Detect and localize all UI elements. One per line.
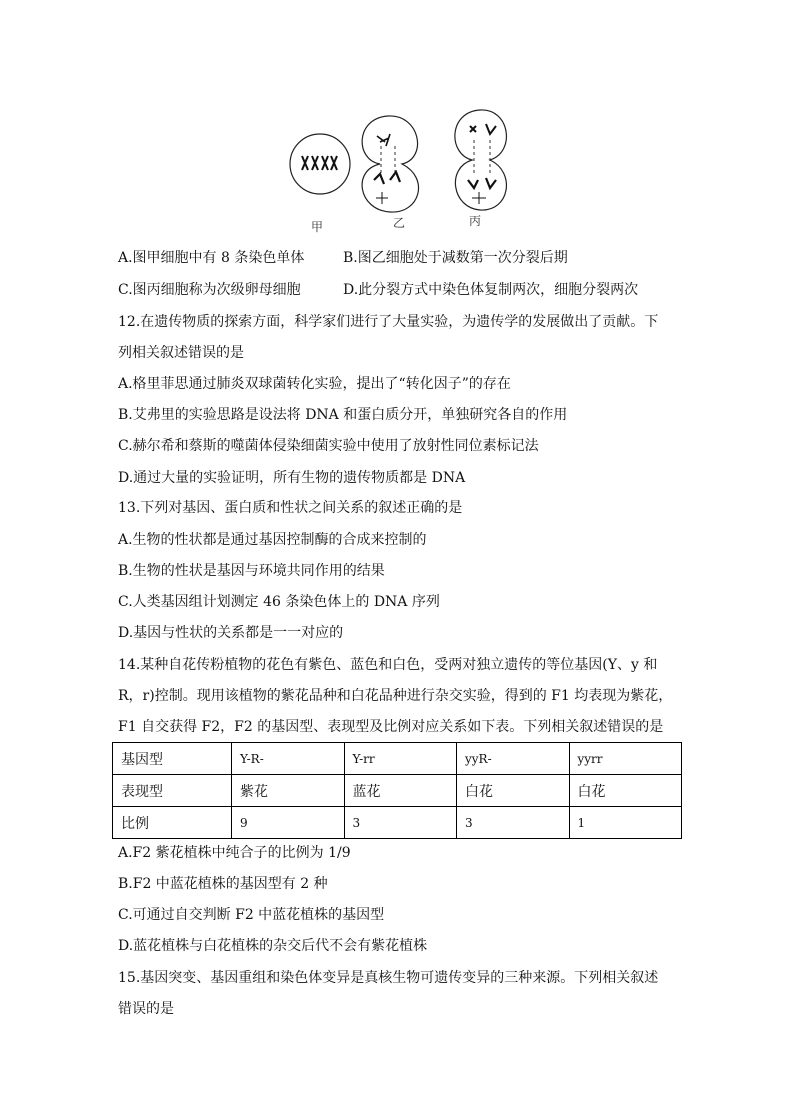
q11-option-a: A.图甲细胞中有 8 条染色单体: [118, 250, 305, 266]
table-cell: 3: [344, 807, 457, 839]
q13-stem: 13.下列对基因、蛋白质和性状之间关系的叙述正确的是: [118, 500, 463, 516]
table-row: [113, 743, 682, 775]
table-cell: 1: [569, 807, 682, 839]
table-row: [113, 775, 682, 807]
table-cell: 9: [232, 807, 345, 839]
q12-option-b: B.艾弗里的实验思路是设法将 DNA 和蛋白质分开，单独研究各自的作用: [118, 407, 568, 423]
q15-stem-line2: 错误的是: [118, 1001, 174, 1017]
q13-option-d: D.基因与性状的关系都是一一对应的: [118, 625, 344, 641]
q13-option-c: C.人类基因组计划测定 46 条染色体上的 DNA 序列: [118, 594, 440, 610]
table-row: [113, 807, 682, 839]
figure-label-yi: 乙: [393, 216, 406, 230]
figure-label-bing: 丙: [469, 214, 482, 228]
table-cell: 白花: [457, 775, 570, 807]
q11-option-d: D.此分裂方式中染色体复制两次，细胞分裂两次: [343, 282, 639, 298]
table-cell: yyR-: [457, 743, 570, 775]
table-cell: 紫花: [232, 775, 345, 807]
q12-option-d: D.通过大量的实验证明，所有生物的遗传物质都是 DNA: [118, 470, 466, 486]
q12-stem-line1: 12.在遗传物质的探索方面，科学家们进行了大量实验，为遗传学的发展做出了贡献。下: [118, 314, 659, 330]
q13-option-a: A.生物的性状都是通过基因控制酶的合成来控制的: [118, 532, 427, 548]
q13-option-b: B.生物的性状是基因与环境共同作用的结果: [118, 563, 385, 579]
q12-option-a: A.格里菲思通过肺炎双球菌转化实验，提出了“转化因子”的存在: [118, 376, 511, 392]
q14-stem-line2: R，r)控制。现用该植物的紫花品种和白花品种进行杂交实验，得到的 F1 均表现为紫花，: [118, 688, 673, 704]
table-cell: 蓝花: [344, 775, 457, 807]
q14-option-d: D.蓝花植株与白花植株的杂交后代不会有紫花植株: [118, 938, 428, 954]
cell-jia: [290, 134, 350, 194]
cell-bing: [455, 110, 507, 210]
row-label-phenotype: 表现型: [113, 775, 232, 807]
q15-stem-line1: 15.基因突变、基因重组和染色体变异是真核生物可遗传变异的三种来源。下列相关叙述: [118, 970, 659, 986]
table-cell: 白花: [569, 775, 682, 807]
table-cell: Y-R-: [232, 743, 345, 775]
q12-option-c: C.赫尔希和蔡斯的噬菌体侵染细菌实验中使用了放射性同位素标记法: [118, 438, 539, 454]
cell-division-figure: [280, 98, 540, 238]
q14-option-c: C.可通过自交判断 F2 中蓝花植株的基因型: [118, 907, 385, 923]
q14-stem-line1: 14.某种自花传粉植物的花色有紫色、蓝色和白色，受两对独立遗传的等位基因(Y、y 和: [118, 657, 658, 673]
table-cell: 3: [457, 807, 570, 839]
cell-yi: [362, 116, 418, 212]
genotype-table: [112, 742, 682, 839]
q14-option-b: B.F2 中蓝花植株的基因型有 2 种: [118, 876, 328, 892]
q11-option-c: C.图丙细胞称为次级卵母细胞: [118, 282, 301, 298]
table-cell: Y-rr: [344, 743, 457, 775]
figure-label-jia: 甲: [311, 220, 324, 234]
q14-stem-line3: F1 自交获得 F2，F2 的基因型、表现型及比例对应关系如下表。下列相关叙述错误的是: [118, 719, 664, 735]
q12-stem-line2: 列相关叙述错误的是: [118, 345, 244, 361]
table-cell: yyrr: [569, 743, 682, 775]
cell-diagrams: [280, 98, 540, 238]
row-label-genotype: 基因型: [113, 743, 232, 775]
q11-option-b: B.图乙细胞处于减数第一次分裂后期: [343, 250, 568, 266]
row-label-ratio: 比例: [113, 807, 232, 839]
q14-option-a: A.F2 紫花植株中纯合子的比例为 1/9: [118, 845, 351, 861]
